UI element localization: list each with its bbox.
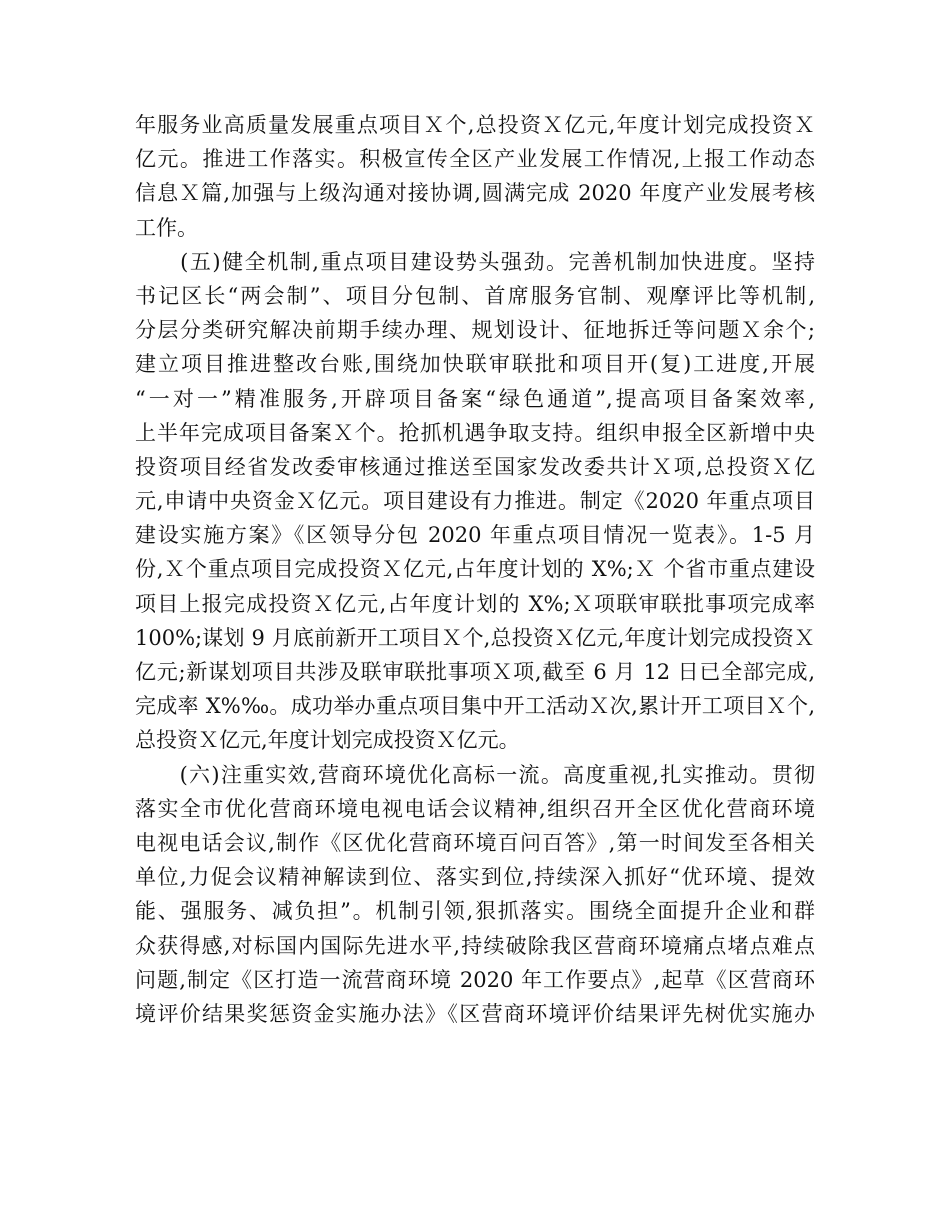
- text-line-17: 亿元;新谋划项目共涉及联审联批事项Ｘ项,截至 6 月 12 日已全部完成,: [135, 660, 815, 684]
- text-line-12: 元,申请中央资金Ｘ亿元。项目建设有力推进。制定《2020 年重点项目: [135, 489, 815, 514]
- text-line-20: (六)注重实效,营商环境优化高标一流。高度重视,扎实推动。贯彻: [135, 762, 815, 787]
- text-line-14: 份,Ｘ个重点项目完成投资Ｘ亿元,占年度计划的 X%;Ｘ 个省市重点建设: [135, 557, 815, 582]
- text-line-08: 建立项目推进整改台账,围绕加快联审联批和项目开(复)工进度,开展: [135, 352, 815, 377]
- text-line-21: 落实全市优化营商环境电视电话会议精神,组织召开全区优化营商环境: [135, 796, 815, 821]
- text-line-27: 境评价结果奖惩资金实施办法》《区营商环境评价结果评先树优实施办: [135, 1001, 815, 1026]
- text-line-15: 项目上报完成投资Ｘ亿元,占年度计划的 X%;Ｘ项联审联批事项完成率: [135, 591, 815, 616]
- text-line-19: 总投资Ｘ亿元,年度计划完成投资Ｘ亿元。: [135, 728, 520, 753]
- text-line-07: 分层分类研究解决前期手续办理、规划设计、征地拆迁等问题Ｘ余个;: [135, 318, 815, 343]
- text-line-01: 年服务业高质量发展重点项目Ｘ个,总投资Ｘ亿元,年度计划完成投资Ｘ: [135, 113, 815, 137]
- text-line-13: 建设实施方案》《区领导分包 2020 年重点项目情况一览表》。1-5 月: [135, 523, 815, 548]
- text-line-09: “一对一”精准服务,开辟项目备案“绿色通道”,提高项目备案效率,: [135, 386, 815, 411]
- text-line-06: 书记区长“两会制”、项目分包制、首席服务官制、观摩评比等机制,: [135, 283, 815, 308]
- text-line-23: 单位,力促会议精神解读到位、落实到位,持续深入抓好“优环境、提效: [135, 865, 815, 890]
- text-line-22: 电视电话会议,制作《区优化营商环境百问百答》,第一时间发至各相关: [135, 830, 815, 855]
- text-line-02: 亿元。推进工作落实。积极宣传全区产业发展工作情况,上报工作动态: [135, 147, 815, 172]
- text-line-05: (五)健全机制,重点项目建设势头强劲。完善机制加快进度。坚持: [135, 249, 815, 274]
- text-line-11: 投资项目经省发改委审核通过推送至国家发改委共计Ｘ项,总投资Ｘ亿: [135, 454, 815, 479]
- text-line-04: 工作。: [135, 215, 198, 240]
- text-line-16: 100%;谋划 9 月底前新开工项目Ｘ个,总投资Ｘ亿元,年度计划完成投资Ｘ: [135, 625, 815, 650]
- text-line-10: 上半年完成项目备案Ｘ个。抢抓机遇争取支持。组织申报全区新增中央: [135, 420, 815, 445]
- text-line-03: 信息Ｘ篇,加强与上级沟通对接协调,圆满完成 2020 年度产业发展考核: [135, 181, 815, 206]
- document-body: [135, 108, 815, 1031]
- text-line-18: 完成率 X%‰。成功举办重点项目集中开工活动Ｘ次,累计开工项目Ｘ个,: [135, 694, 815, 719]
- text-line-24: 能、强服务、减负担”。机制引领,狠抓落实。围绕全面提升企业和群: [135, 899, 815, 924]
- text-line-26: 问题,制定《区打造一流营商环境 2020 年工作要点》,起草《区营商环: [135, 967, 815, 992]
- text-line-25: 众获得感,对标国内国际先进水平,持续破除我区营商环境痛点堵点难点: [135, 933, 815, 958]
